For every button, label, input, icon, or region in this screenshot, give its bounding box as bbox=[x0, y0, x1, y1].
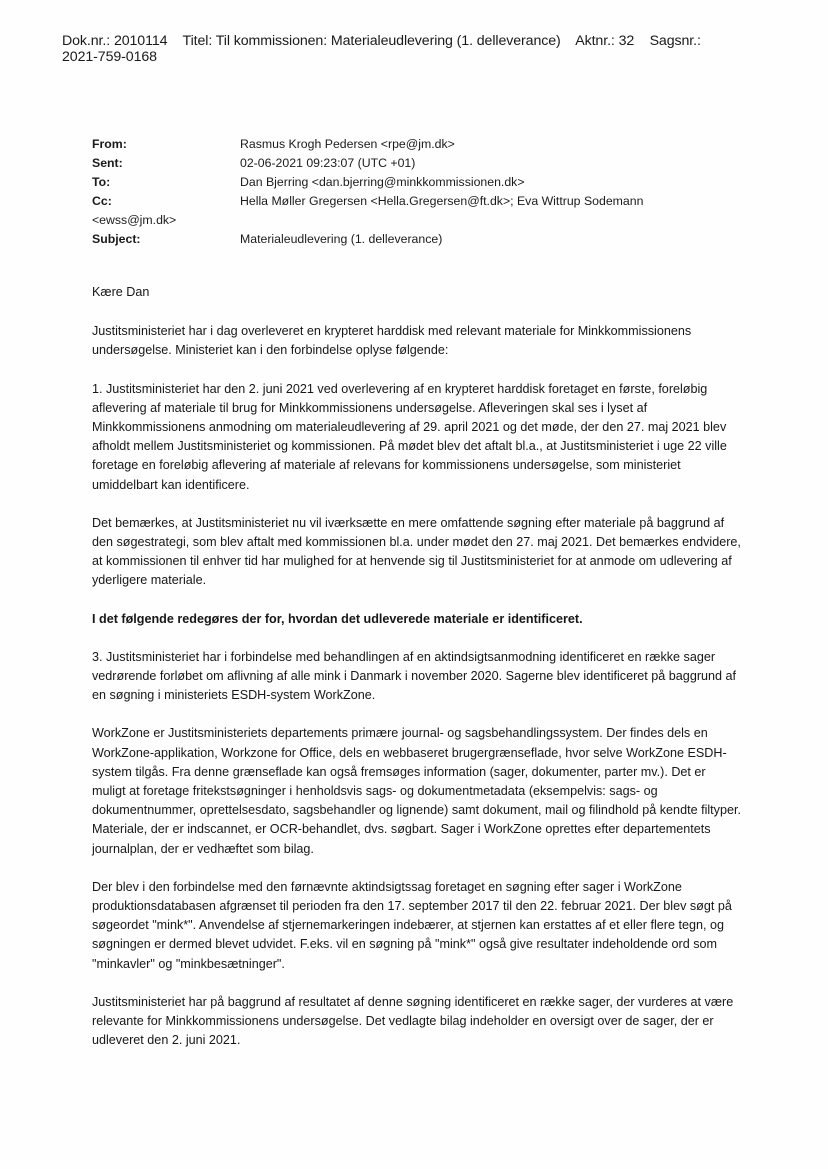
to-label: To: bbox=[92, 175, 111, 189]
sent-row bbox=[92, 154, 792, 173]
aktnr-label: Aktnr.: bbox=[575, 33, 615, 49]
sent-label: Sent: bbox=[92, 156, 123, 170]
cc-continued: <ewss@jm.dk> bbox=[92, 213, 177, 227]
sagsnr-label: Sagsnr.: bbox=[649, 33, 701, 49]
body-paragraph: Justitsministeriet har i dag overleveret en krypteret harddisk med relevant materiale for Minkkommissionens undersøgelse. Ministeriet kan i den forbindelse oplyse følgende: bbox=[92, 324, 692, 358]
from-value: Rasmus Krogh Pedersen <rpe@jm.dk> bbox=[240, 137, 455, 151]
body-paragraph: Det bemærkes, at Justitsministeriet nu vil iværksætte en mere omfattende søgning efter materiale på baggrund af den søgestrategi, som blev aftalt med kommissionen bl.a. under mødet den 27. maj 2021. Det bemærkes endvidere, at kommissionen til enhver tid har mulighed for at henvende sig til Justitsministeriet for at anmode om udlevering af yderligere materiale. bbox=[92, 515, 741, 588]
body-paragraph: I det følgende redegøres der for, hvordan det udleverede materiale er identificeret. bbox=[92, 611, 583, 626]
cc-value: Hella Møller Gregersen <Hella.Gregersen@ft.dk>; Eva Wittrup Sodemann bbox=[240, 194, 644, 208]
subject-value: Materialeudlevering (1. delleverance) bbox=[240, 232, 443, 246]
cc-row bbox=[92, 192, 792, 211]
sent-value: 02-06-2021 09:23:07 (UTC +01) bbox=[240, 156, 416, 170]
document-title: Til kommissionen: Materialeudlevering (1. delleverance) bbox=[215, 33, 561, 49]
body-paragraph: Der blev i den forbindelse med den førnævnte aktindsigtssag foretaget en søgning efter sager i WorkZone produktionsdatabasen afgrænset til perioden fra den 17. september 2017 til den 22. februar 2021. Der blev søgt på søgeordet "mink*". Anvendelse af stjernemarkeringen indebærer, at stjernen kan erstattes af et eller flere tegn, og søgningen er dermed blevet udvidet. F.eks. vil en søgning på "mink*" også give resultater indeholdende ord som "minkavler" og "minkbesætninger". bbox=[92, 879, 732, 971]
to-value: Dan Bjerring <dan.bjerring@minkkommissionen.dk> bbox=[240, 175, 525, 189]
doc-nr: 2010114 bbox=[113, 33, 168, 49]
from-label: From: bbox=[92, 137, 127, 151]
cc-label: Cc: bbox=[92, 194, 112, 208]
body-paragraph: Justitsministeriet har på baggrund af resultatet af denne søgning identificeret en række sager, der vurderes at være relevante for Minkkommissionens undersøgelse. Det vedlagte bilag indeholder en oversigt over de sager, der er udleveret den 2. juni 2021. bbox=[92, 994, 734, 1048]
title-label: Titel: bbox=[182, 33, 213, 49]
subject-label: Subject: bbox=[92, 232, 141, 246]
subject-row bbox=[92, 230, 792, 249]
email-metadata bbox=[92, 135, 792, 249]
email-body bbox=[92, 283, 742, 1070]
to-row bbox=[92, 173, 792, 192]
body-paragraph: 1. Justitsministeriet har den 2. juni 2021 ved overlevering af en krypteret harddisk foretaget en første, foreløbig aflevering af materiale til brug for Minkkommissionens undersøgelse. Afleveringen skal ses i lyset af Minkkommissionens anmodning om materialeudlevering af 29. april 2021 og det møde, der den 27. maj 2021 blev afholdt mellem Justitsministeriet og kommissionen. På mødet blev det aftalt bl.a., at Justitsministeriet i uge 22 ville foretage en foreløbig aflevering af materiale af relevans for kommissionens undersøgelse, som ministeriet umiddelbart kan identificere. bbox=[92, 381, 727, 492]
doc-nr-label: Dok.nr.: bbox=[62, 33, 111, 49]
body-paragraph: WorkZone er Justitsministeriets departements primære journal- og sagsbehandlingssystem. Der findes dels en WorkZone-applikation, Workzone for Office, dels en webbaseret brugergrænseflade, hvor selve WorkZone ESDH-system tilgås. Fra denne grænseflade kan også fremsøges information (sager, dokumenter, parter mv.). Det er muligt at foretage fritekstsøgninger i henholdsvis sags- og dokumentmetadata (eksempelvis: sags- og dokumentnummer, oprettelsesdato, sagsbehandler og lignende) samt dokument, mail og filindhold på kendte filtyper. Materiale, der er indscannet, er OCR-behandlet, dvs. søgbart. Sager i WorkZone oprettes efter departementets journalplan, der er vedhæftet som bilag. bbox=[92, 726, 741, 856]
from-row bbox=[92, 135, 792, 154]
aktnr: 32 bbox=[618, 33, 635, 49]
document-header bbox=[62, 33, 802, 65]
greeting: Kære Dan bbox=[92, 285, 150, 299]
body-paragraph: 3. Justitsministeriet har i forbindelse med behandlingen af en aktindsigtsanmodning identificeret en række sager vedrørende forløbet om aflivning af alle mink i Danmark i november 2020. Sagerne blev identificeret på baggrund af en søgning i ministeriets ESDH-system WorkZone. bbox=[92, 649, 737, 703]
sagsnr: 2021-759-0168 bbox=[62, 49, 157, 65]
